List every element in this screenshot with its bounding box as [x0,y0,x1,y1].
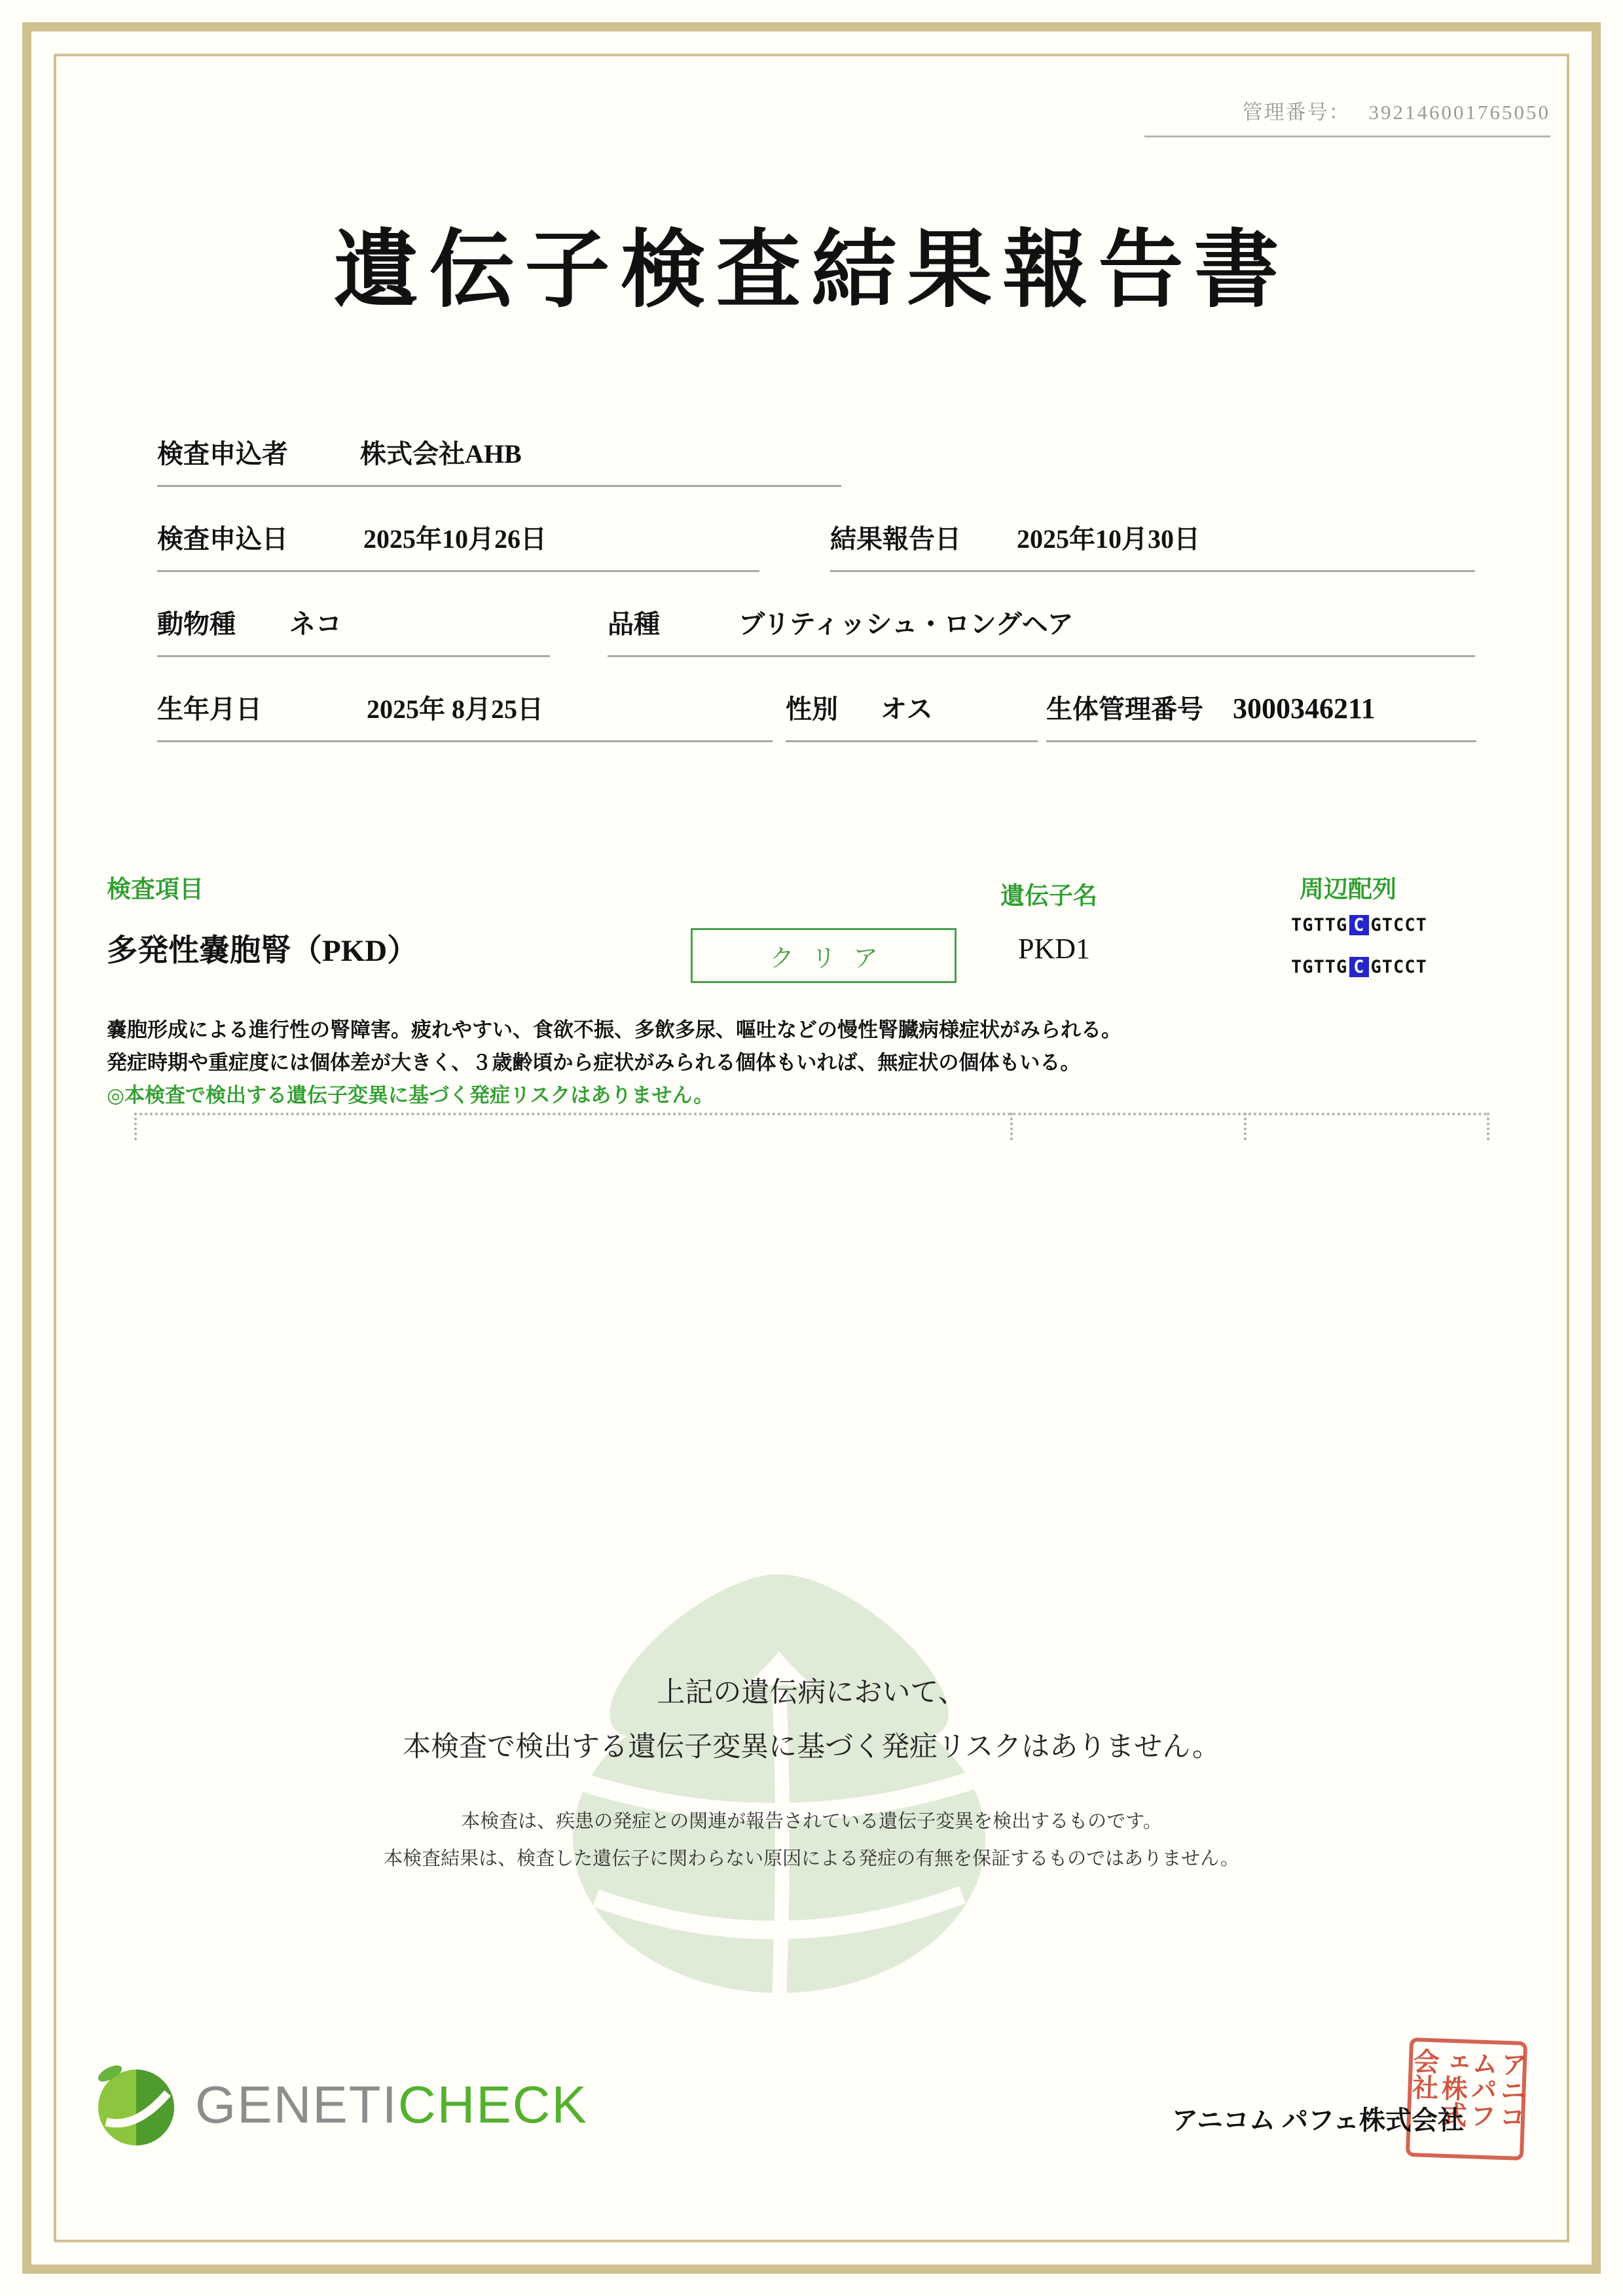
sex-value: オス [881,694,933,724]
animal-id-label: 生体管理番号 [1046,694,1203,724]
management-number-field [1144,96,1550,137]
sequence-prefix: TGTTG [1291,957,1348,977]
summary-note2: 本検査結果は、検査した遺伝子に関わらない原因による発症の有無を保証するものではありません。 [384,1848,1239,1869]
animal-id-field [1046,689,1476,742]
animal-id-value: 3000346211 [1233,692,1376,725]
gene-name-header: 遺伝子名 [1000,883,1097,910]
sex-field [786,689,1038,742]
species-field [157,603,550,657]
company-name: アニコム パフェ株式会社 [1172,2106,1464,2135]
birth-date-field [157,689,773,742]
management-number-label: 管理番号： [1242,101,1351,124]
sequence-row [1291,957,1427,977]
geneticheck-logo-icon [92,2062,178,2148]
report-date-field [830,518,1475,572]
applicant-label: 検査申込者 [157,439,288,469]
geneticheck-logo [92,2062,588,2148]
species-value: ネコ [289,609,342,639]
company-seal [1406,2037,1527,2161]
report-date-value: 2025年10月30日 [1017,524,1200,554]
summary-line2: 本検査で検出する遺伝子変異に基づく発症リスクはありません。 [403,1731,1220,1763]
sequence-suffix: GTCCT [1370,957,1427,977]
test-item-name: 多発性嚢胞腎（PKD） [107,934,418,968]
report-title: 遺伝子検査結果報告書 [333,224,1290,318]
apply-date-label: 検査申込日 [157,524,288,554]
sequence-variant-highlight: C [1349,915,1368,935]
logo-text-gray: GENETI [195,2075,398,2134]
dotted-tick [1487,1113,1489,1140]
risk-note: ◎本検査で検出する遺伝子変異に基づく発症リスクはありません。 [107,1084,714,1107]
dotted-separator [134,1113,1488,1115]
report-date-label: 結果報告日 [830,524,961,554]
dotted-tick [1244,1113,1247,1140]
sequence-header: 周辺配列 [1300,876,1396,903]
result-status-box [691,928,957,983]
disease-description-line2: 発症時期や重症度には個体差が大きく、３歳齢頃から症状がみられる個体もいれば、無症状の個体もいる。 [107,1051,1081,1074]
gene-name-value: PKD1 [1018,933,1091,965]
birth-date-value: 2025年 8月25日 [367,694,543,724]
company-seal-text: アニコムパフェ株式会社 [1408,2047,1528,2130]
applicant-value: 株式会社AHB [360,439,522,469]
logo-text-green: CHECK [397,2075,588,2134]
summary-line1: 上記の遺伝病において、 [657,1677,966,1708]
species-label: 動物種 [157,609,236,639]
sequence-prefix: TGTTG [1291,915,1348,935]
summary-note1: 本検査は、疾患の発症との関連が報告されている遺伝子変異を検出するものです。 [461,1811,1162,1832]
summary-block [0,1670,1623,1881]
logo-wordmark [195,2075,588,2135]
management-number-value: 392146001765050 [1368,101,1550,124]
apply-date-field [157,518,759,572]
birth-date-label: 生年月日 [157,694,262,724]
apply-date-value: 2025年10月26日 [363,524,547,554]
sequence-suffix: GTCCT [1370,915,1427,935]
applicant-field [157,433,841,487]
dotted-tick [1010,1113,1013,1140]
sequence-row [1291,915,1427,935]
dotted-tick [134,1113,137,1140]
sequence-variant-highlight: C [1349,957,1368,977]
sex-label: 性別 [786,694,838,724]
breed-label: 品種 [608,609,660,639]
disease-description-line1: 嚢胞形成による進行性の腎障害。疲れやすい、食欲不振、多飲多尿、嘔吐などの慢性腎臓病様症状がみられる。 [107,1018,1122,1041]
result-status-value: クリア [769,944,895,973]
breed-value: ブリティッシュ・ロングヘア [739,609,1074,639]
test-item-header: 検査項目 [107,876,204,903]
breed-field [608,603,1475,657]
